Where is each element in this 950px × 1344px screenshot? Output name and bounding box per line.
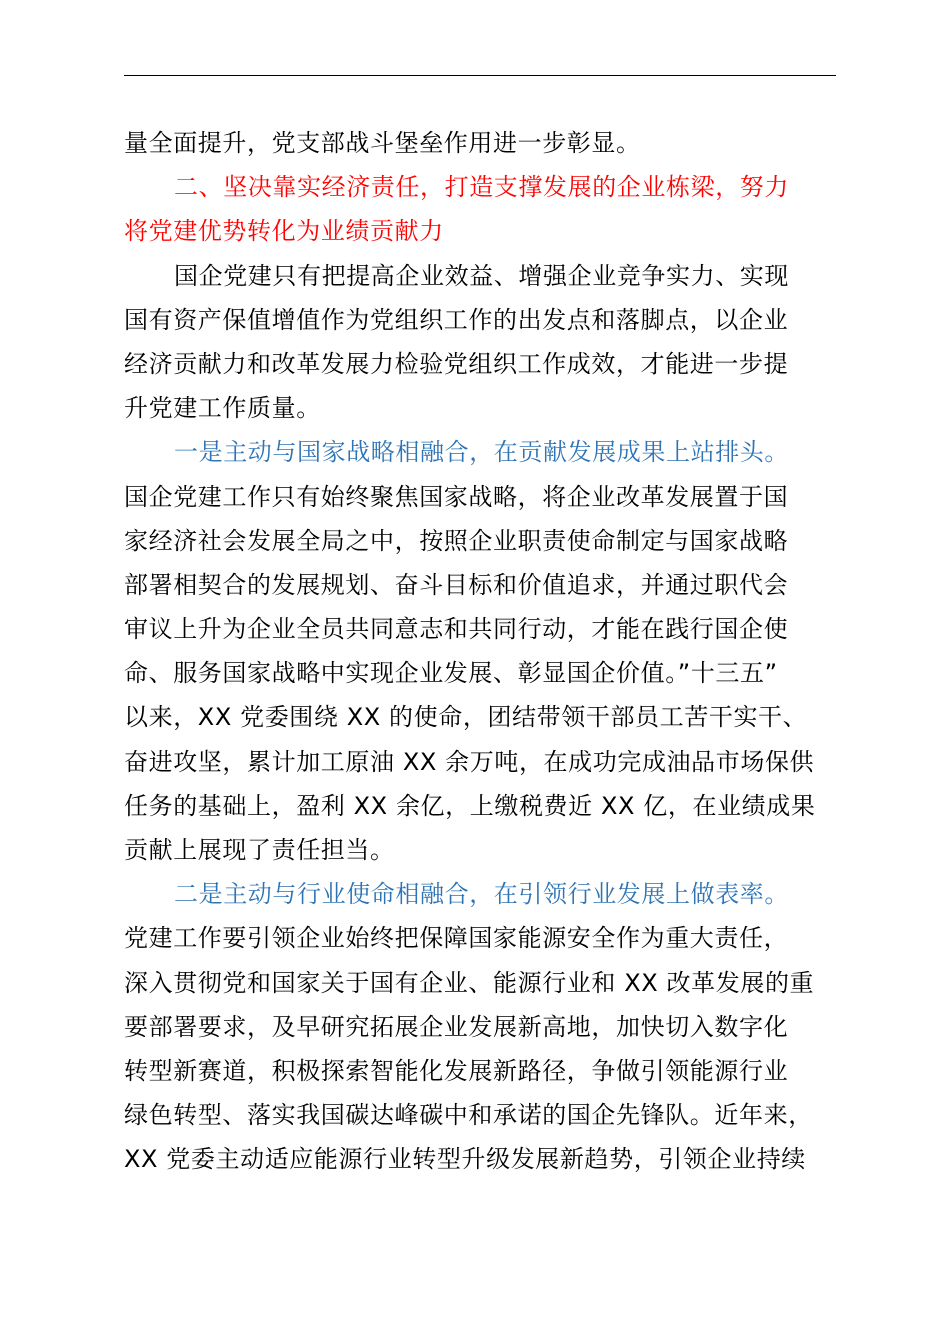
header-rule	[124, 75, 836, 76]
paragraph-line: 量全面提升，党支部战斗堡垒作用进一步彰显。	[124, 129, 641, 157]
paragraph-line: 任务的基础上，盈利 XX 余亿，上缴税费近 XX 亿，在业绩成果	[124, 791, 816, 820]
subheading-line: 一是主动与国家战略相融合，在贡献发展成果上站排头。	[174, 438, 789, 467]
paragraph-line: 升党建工作质量。	[124, 394, 321, 423]
paragraph-line: XX 党委主动适应能源行业转型升级发展新趋势，引领企业持续	[124, 1145, 806, 1174]
paragraph-line: 转型新赛道，积极探索智能化发展新路径，争做引领能源行业	[124, 1056, 789, 1085]
paragraph-line: 要部署要求，及早研究拓展企业发展新高地，加快切入数字化	[124, 1012, 789, 1041]
paragraph-line: 奋进攻坚，累计加工原油 XX 余万吨，在成功完成油品市场保供	[124, 747, 815, 776]
section-heading-line: 将党建优势转化为业绩贡献力	[124, 217, 444, 246]
paragraph-line: 深入贯彻党和国家关于国有企业、能源行业和 XX 改革发展的重	[124, 968, 815, 997]
document-body	[124, 121, 836, 1182]
paragraph-line: 党建工作要引领企业始终把保障国家能源安全作为重大责任，	[124, 924, 789, 953]
paragraph-line: 家经济社会发展全局之中，按照企业职责使命制定与国家战略	[124, 526, 789, 555]
paragraph-line: 以来，XX 党委围绕 XX 的使命，团结带领干部员工苦干实干、	[124, 703, 808, 732]
paragraph-line: 审议上升为企业全员共同意志和共同行动，才能在践行国企使	[124, 615, 789, 644]
paragraph-line: 部署相契合的发展规划、奋斗目标和价值追求，并通过职代会	[124, 570, 789, 599]
paragraph-line: 贡献上展现了责任担当。	[124, 836, 395, 864]
paragraph-line: 绿色转型、落实我国碳达峰碳中和承诺的国企先锋队。近年来，	[124, 1101, 813, 1130]
paragraph-line: 国企党建工作只有始终聚焦国家战略，将企业改革发展置于国	[124, 482, 789, 511]
paragraph-line: 经济贡献力和改革发展力检验党组织工作成效，才能进一步提	[124, 349, 789, 378]
paragraph-line: 命、服务国家战略中实现企业发展、彰显国企价值。”十三五”	[124, 659, 778, 688]
paragraph-line: 国有资产保值增值作为党组织工作的出发点和落脚点，以企业	[124, 305, 789, 334]
subheading-line: 二是主动与行业使命相融合，在引领行业发展上做表率。	[174, 880, 789, 909]
paragraph-line: 国企党建只有把提高企业效益、增强企业竞争实力、实现	[174, 261, 789, 290]
section-heading-line: 二、坚决靠实经济责任，打造支撑发展的企业栋梁，努力	[174, 173, 789, 202]
